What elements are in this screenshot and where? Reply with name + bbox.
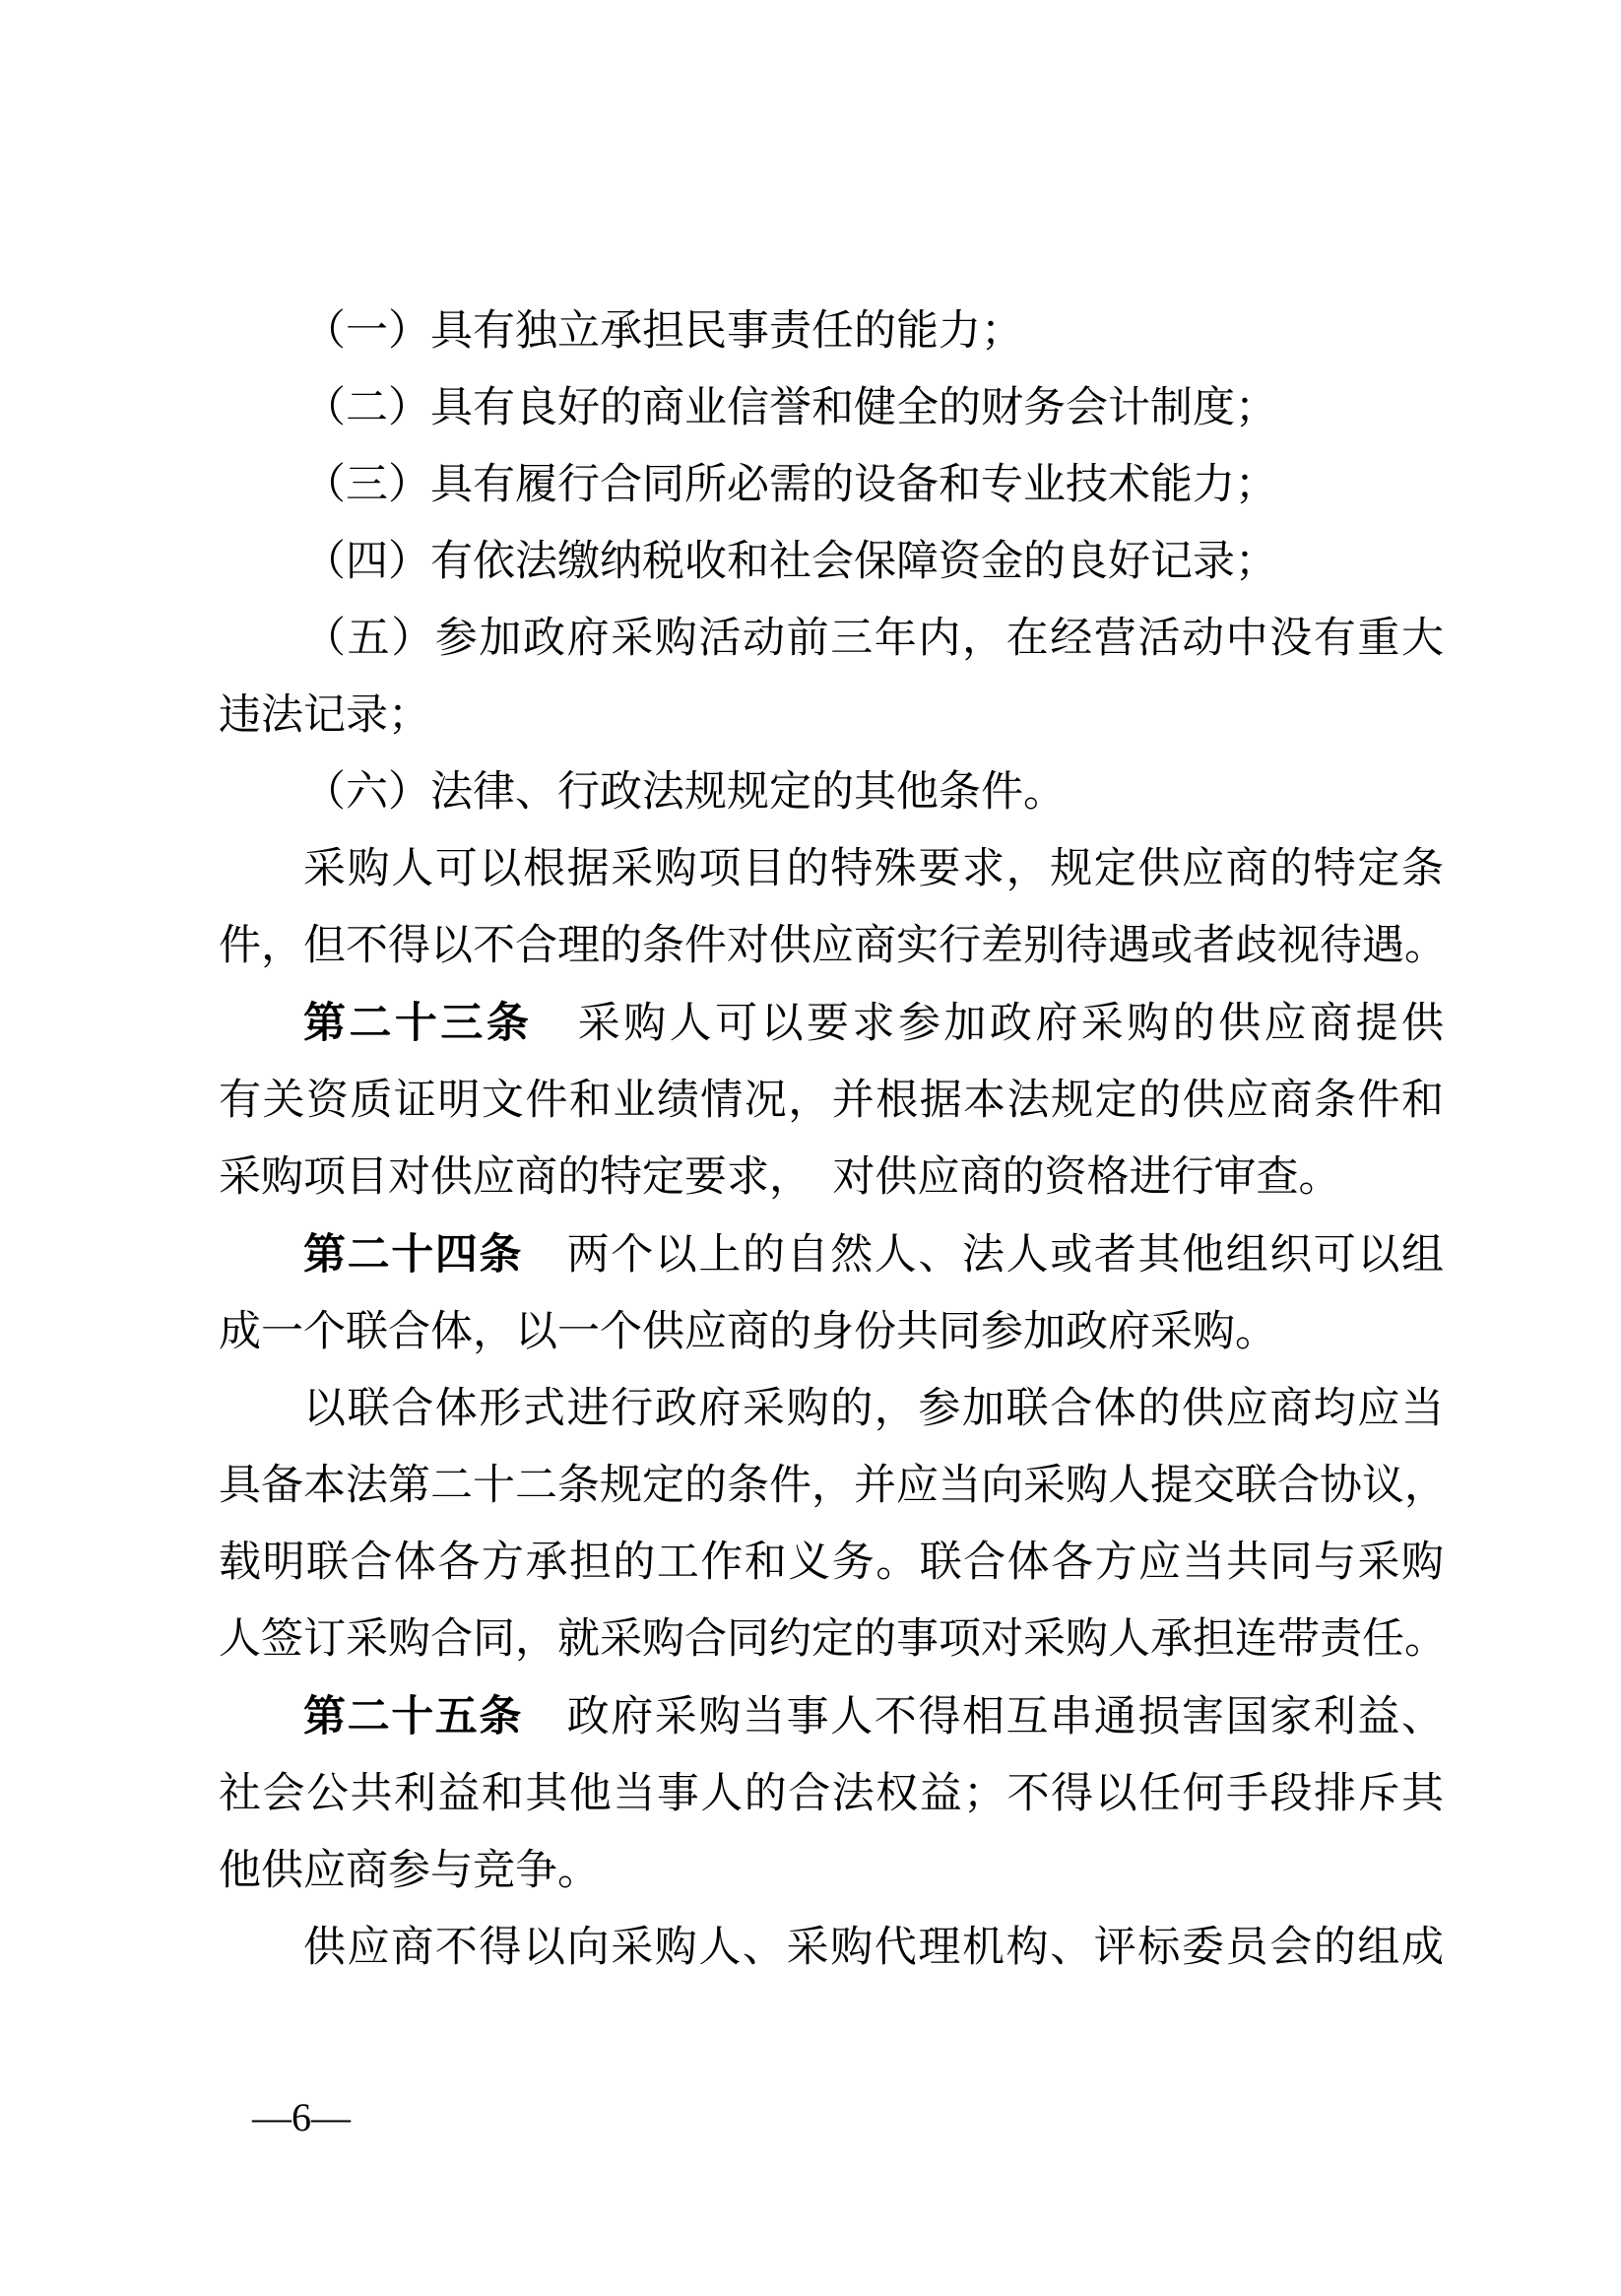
article-number: 第二十三条 bbox=[303, 1000, 533, 1047]
line-text: 采购人可以要求参加政府采购的供应商提供 bbox=[574, 1001, 1445, 1047]
text-line: 供应商不得以向采购人、采购代理机构、评标委员会的组成 bbox=[303, 1925, 1444, 1971]
text-line: 载明联合体各方承担的工作和义务。联合体各方应当共同与采购 bbox=[219, 1540, 1444, 1586]
text-line bbox=[219, 985, 1444, 1063]
article-number: 第二十五条 bbox=[303, 1693, 523, 1740]
text-line: 以联合体形式进行政府采购的，参加联合体的供应商均应当 bbox=[303, 1386, 1444, 1432]
line-text: 政府采购当事人不得相互串通损害国家利益、 bbox=[565, 1694, 1444, 1740]
text-line: 成一个联合体，以一个供应商的身份共同参加政府采购。 bbox=[219, 1309, 1277, 1355]
text-line bbox=[219, 1216, 1444, 1294]
text-line: 社会公共利益和其他当事人的合法权益；不得以任何手段排斥其 bbox=[219, 1771, 1444, 1817]
text-line: 违法记录； bbox=[219, 692, 430, 739]
page-number: —6— bbox=[252, 2095, 351, 2139]
article-number: 第二十四条 bbox=[303, 1231, 523, 1279]
text-line: 人签订采购合同，就采购合同约定的事项对采购人承担连带责任。 bbox=[219, 1616, 1447, 1663]
text-line: 有关资质证明文件和业绩情况，并根据本法规定的供应商条件和 bbox=[219, 1078, 1444, 1124]
text-line: （四）有依法缴纳税收和社会保障资金的良好记录； bbox=[303, 539, 1277, 585]
text-line: （二）具有良好的商业信誉和健全的财务会计制度； bbox=[303, 385, 1277, 431]
text-line: （五）参加政府采购活动前三年内，在经营活动中没有重大 bbox=[303, 616, 1444, 662]
document-body bbox=[219, 294, 1447, 1987]
text-line: （一）具有独立承担民事责任的能力； bbox=[303, 308, 1023, 355]
text-line: 具备本法第二十二条规定的条件，并应当向采购人提交联合协议， bbox=[219, 1463, 1447, 1509]
text-line: 他供应商参与竞争。 bbox=[219, 1848, 600, 1894]
text-line: 采购人可以根据采购项目的特殊要求，规定供应商的特定条 bbox=[303, 846, 1444, 892]
text-line: （六）法律、行政法规规定的其他条件。 bbox=[303, 769, 1066, 816]
line-text: 两个以上的自然人、法人或者其他组织可以组 bbox=[565, 1232, 1444, 1279]
text-line: （三）具有履行合同所必需的设备和专业技术能力； bbox=[303, 462, 1277, 508]
text-line: 采购项目对供应商的特定要求， 对供应商的资格进行审查。 bbox=[219, 1154, 1341, 1201]
text-line bbox=[219, 1678, 1444, 1756]
text-line: 件，但不得以不合理的条件对供应商实行差别待遇或者歧视待遇。 bbox=[219, 923, 1447, 969]
